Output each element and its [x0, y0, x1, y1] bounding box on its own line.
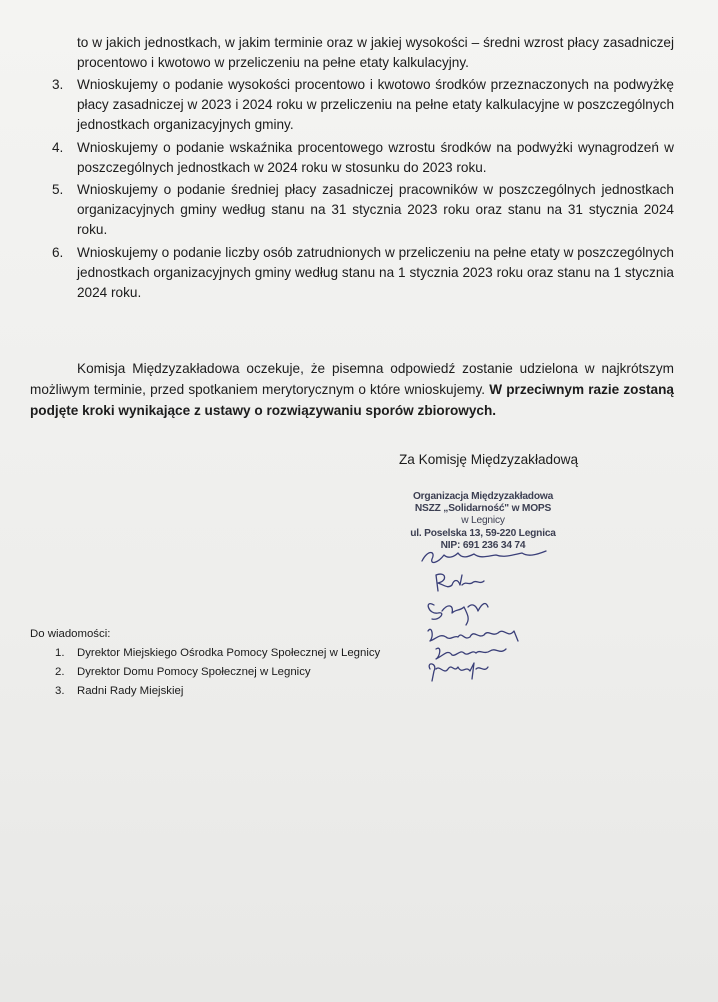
- organization-stamp: [388, 491, 578, 552]
- list-number: 2.: [55, 666, 65, 678]
- list-text: Dyrektor Domu Pomocy Społecznej w Legnicy: [77, 666, 311, 678]
- stamp-line: NIP: 691 236 34 74: [440, 539, 526, 551]
- signature-header: Za Komisję Międzyzakładową: [399, 452, 579, 467]
- closing-paragraph: [30, 358, 674, 421]
- stamp-line: Organizacja Międzyzakładowa: [412, 491, 554, 502]
- closing-warning: W przeciwnym razie zostaną podjęte kroki wynikające z ustawy o rozwiązywaniu sporów zbiorowych.: [30, 381, 674, 418]
- continuation-paragraph: [77, 33, 674, 73]
- handwritten-signatures: [418, 545, 568, 685]
- list-item: [30, 682, 380, 701]
- signature-3: [428, 604, 488, 625]
- list-item: [52, 180, 674, 241]
- list-text: Wnioskujemy o podanie wysokości procentowo i kwotowo środków przeznaczonych na podwyżkę płacy zasadniczej w 2023 i 2024 roku w przeliczeniu na pełne etaty kalkulacyjne w poszczególnych jednostkach organizacyjnych gminy.: [77, 77, 674, 133]
- list-item: [30, 663, 380, 682]
- signature-1: [422, 551, 546, 562]
- list-item: [52, 243, 674, 304]
- list-text: Wnioskujemy o podanie liczby osób zatrudnionych w przeliczeniu na pełne etaty w poszczególnych jednostkach organizacyjnych gminy według stanu na 1 stycznia 2023 roku oraz stanu na 1 stycznia 2024 roku.: [77, 244, 674, 301]
- list-number: 6.: [52, 244, 64, 260]
- stamp-line: NSZZ „Solidarność" w MOPS: [414, 503, 552, 515]
- continuation-text: to w jakich jednostkach, w jakim terminie oraz w jakiej wysokości – średni wzrost płacy zasadniczej procentowo i kwotowo w przeliczeniu na pełne etaty kalkulacyjny.: [77, 35, 674, 70]
- list-item: [52, 75, 674, 136]
- list-text: Dyrektor Miejskiego Ośrodka Pomocy Społecznej w Legnicy: [77, 647, 381, 659]
- list-text: Radni Rady Miejskiej: [77, 685, 184, 697]
- list-text: Wnioskujemy o podanie średniej płacy zasadniczej pracowników w poszczególnych jednostkach organizacyjnych gminy według stanu na 31 stycznia 2023 roku oraz stanu na 31 stycznia 2024 roku.: [77, 182, 674, 238]
- signature-4: [428, 629, 518, 641]
- signature-2: [436, 574, 484, 591]
- signature-5: [436, 648, 506, 659]
- notification-list: [30, 625, 380, 701]
- list-item: [30, 644, 380, 663]
- stamp-line: ul. Poselska 13, 59-220 Legnica: [410, 527, 556, 539]
- list-text: Wnioskujemy o podanie wskaźnika procentowego wzrostu środków na podwyżki wynagrodzeń w poszczególnych jednostkach w 2024 roku w stosunku do 2023 roku.: [77, 139, 674, 175]
- closing-text: Komisja Międzyzakładowa oczekuje, że pisemna odpowiedź zostanie udzielona w najkrótszym możliwym terminie, przed spotkaniem merytorycznym o które wnioskujemy.: [30, 360, 674, 397]
- list-number: 4.: [52, 139, 64, 155]
- request-list: [52, 75, 674, 305]
- signature-6: [429, 663, 488, 681]
- list-number: 3.: [55, 685, 65, 697]
- list-item: [52, 138, 674, 178]
- list-number: 1.: [55, 647, 65, 659]
- notify-heading: Do wiadomości:: [30, 628, 111, 640]
- stamp-line: w Legnicy: [461, 515, 505, 527]
- list-number: 3.: [52, 77, 64, 92]
- list-number: 5.: [52, 182, 64, 198]
